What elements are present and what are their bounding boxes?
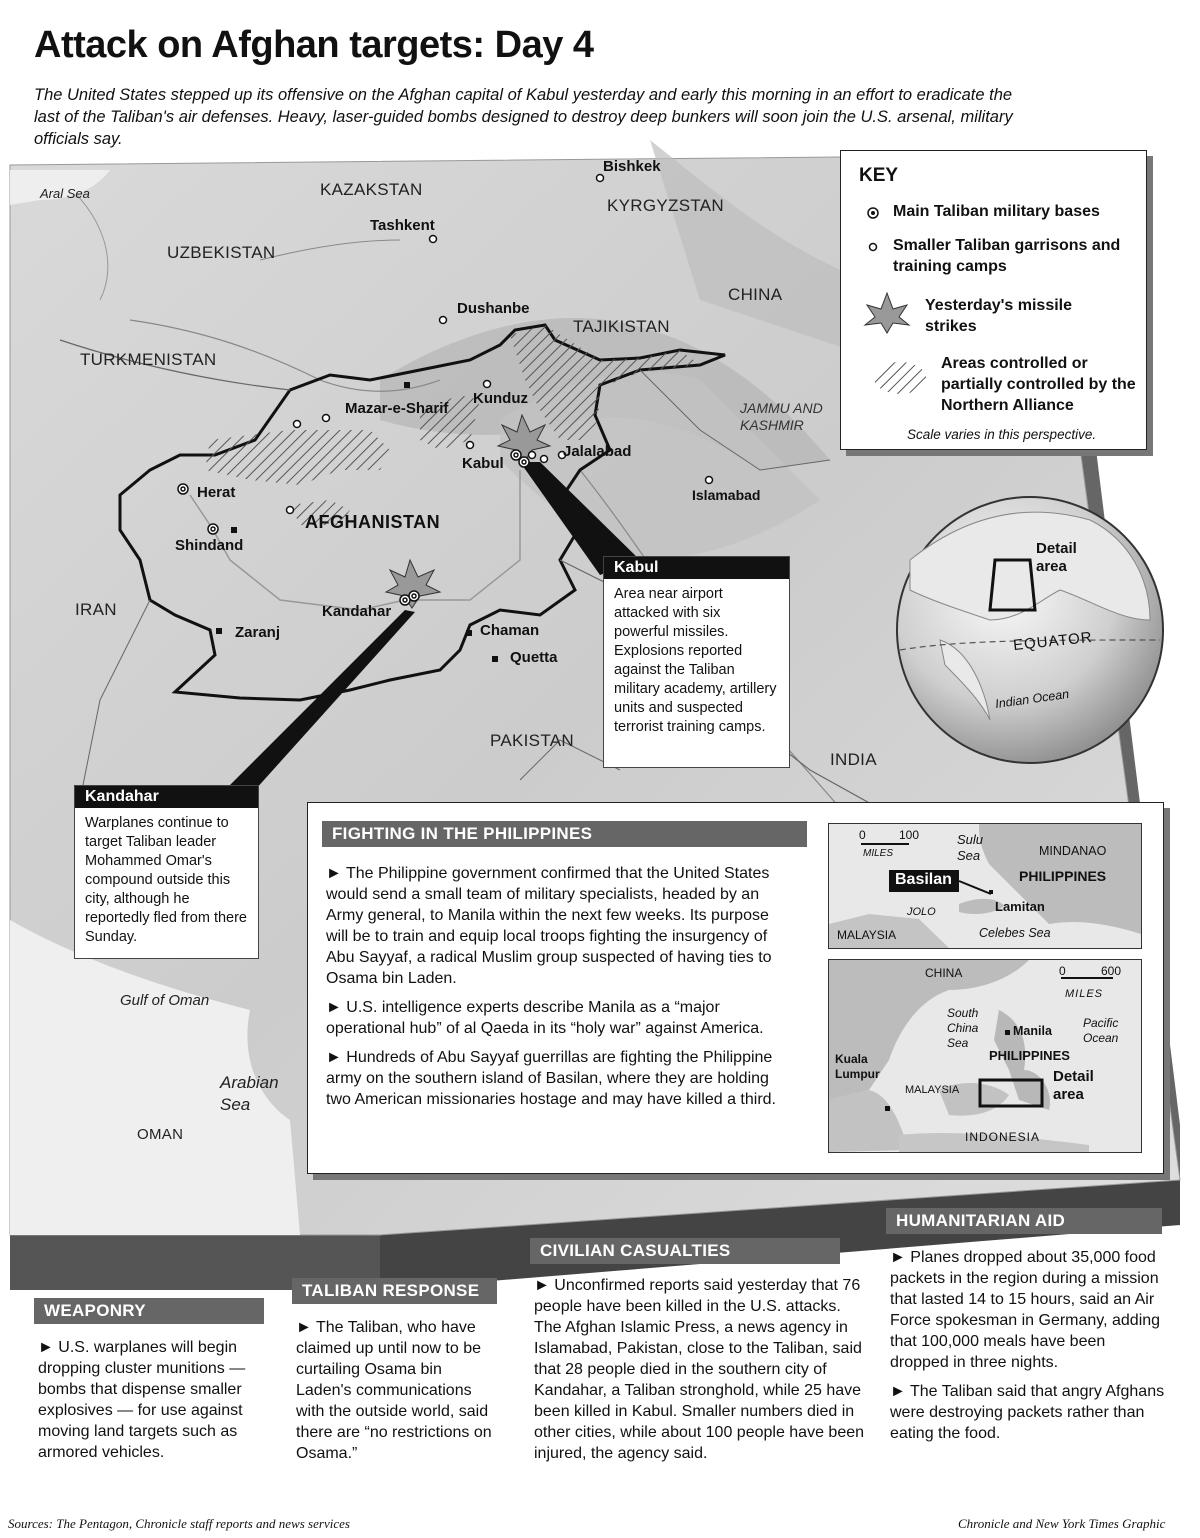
kabul-callout-body: Area near airport attacked with six powerful missiles. Explosions reported against the Taliban military academy, artillery units and suspected terrorist training camps.	[614, 586, 777, 735]
kabul-callout	[603, 556, 790, 768]
inset1-mindanao: MINDANAO	[1039, 844, 1107, 858]
label-china: CHINA	[728, 285, 783, 304]
region-inset-map	[828, 959, 1142, 1153]
basilan-inset-map	[828, 823, 1142, 949]
label-india: INDIA	[830, 750, 877, 769]
garrison-icon	[865, 239, 885, 259]
map-key	[840, 150, 1147, 450]
kandahar-callout-head: Kandahar	[75, 786, 258, 808]
base-icon	[865, 205, 885, 225]
inset2-manila: Manila	[1013, 1024, 1052, 1038]
inset2-scale-0: 0	[1059, 964, 1066, 978]
label-kyrgyzstan: KYRGYZSTAN	[607, 196, 724, 215]
label-gulf-of-oman: Gulf of Oman	[120, 992, 210, 1009]
key-note: Scale varies in this perspective.	[907, 427, 1097, 442]
inset2-scale-600: 600	[1101, 964, 1122, 978]
kandahar-callout	[74, 785, 259, 959]
label-uzbekistan: UZBEKISTAN	[167, 243, 276, 262]
label-herat: Herat	[197, 484, 236, 501]
label-tajikistan: TAJIKISTAN	[573, 317, 670, 336]
inset1-basilan: Basilan	[895, 871, 952, 888]
globe-ocean-label: Indian Ocean	[994, 686, 1070, 712]
label-kabul: Kabul	[462, 455, 504, 472]
inset1-scale-100: 100	[899, 828, 920, 842]
inset2-indonesia: INDONESIA	[965, 1130, 1041, 1144]
kabul-callout-head: Kabul	[604, 557, 789, 579]
key-title: KEY	[859, 165, 899, 186]
inset2-malaysia: MALAYSIA	[905, 1084, 960, 1096]
philippines-para-3: ► Hundreds of Abu Sayyaf guerrillas are fighting the Philippine army on the southern island of Basilan, where they are holding two American missionaries hostage and may have killed a third.	[326, 1049, 776, 1108]
label-jalalabad: Jalalabad	[563, 443, 632, 460]
inset2-china: CHINA	[925, 966, 963, 980]
label-kazakstan: KAZAKSTAN	[320, 180, 423, 199]
label-quetta: Quetta	[510, 649, 558, 666]
label-pakistan: PAKISTAN	[490, 731, 574, 750]
philippines-para-1: ► The Philippine government confirmed that the United States would send a small team of military specialists, headed by an Army general, to Manila within the next few weeks. Its purpose will be to train and equip local troops fighting the insurgency of Abu Sayyaf, a radical Muslim group suspected of having ties to Osama bin Laden.	[326, 865, 772, 987]
weaponry-heading: WEAPONRY	[34, 1298, 264, 1324]
key-strikes: Yesterday's missile strikes	[925, 297, 1073, 335]
label-turkmenistan: TURKMENISTAN	[80, 350, 217, 369]
label-oman: OMAN	[137, 1126, 184, 1143]
humanitarian-aid-text	[890, 1247, 1165, 1452]
label-bishkek: Bishkek	[603, 158, 661, 175]
humanitarian-aid-heading: HUMANITARIAN AID	[886, 1208, 1162, 1234]
inset1-malaysia: MALAYSIA	[837, 928, 897, 942]
label-tashkent: Tashkent	[370, 217, 435, 234]
key-areas: Areas controlled or partially controlled by the Northern Alliance	[941, 355, 1136, 414]
sources: Sources: The Pentagon, Chronicle staff reports and news services	[8, 1516, 350, 1531]
taliban-response-text: ► The Taliban, who have claimed up until now to be curtailing Osama bin Laden's communications with the outside world, said there are “no restrictions on Osama.”	[296, 1319, 492, 1462]
kandahar-callout-body: Warplanes continue to target Taliban leader Mohammed Omar's compound outside this city, although he reportedly fled from there Sunday.	[85, 815, 247, 945]
inset2-miles: MILES	[1065, 988, 1104, 1000]
inset1-lamitan: Lamitan	[995, 899, 1045, 914]
inset1-philippines: PHILIPPINES	[1019, 868, 1107, 884]
civilian-casualties-text: ► Unconfirmed reports said yesterday that 76 people have been killed in the U.S. attacks. The Afghan Islamic Press, a news agency in Islamabad, Pakistan, close to the Taliban, said that 28 people died in the southern city of Kandahar, a Taliban stronghold, while 25 have been killed in Kabul. Smaller numbers died in other cities, while about 100 people have been injured, the agency said.	[534, 1277, 865, 1462]
key-garrisons: Smaller Taliban garrisons and training camps	[893, 237, 1121, 275]
key-bases: Main Taliban military bases	[893, 203, 1100, 220]
intro-text: The United States stepped up its offensive on the Afghan capital of Kabul yesterday and early this morning in an effort to eradicate the last of the Taliban's air defenses. Heavy, laser-guided bombs designed to destroy deep bunkers will soon join the U.S. arsenal, military officials say.	[34, 86, 1013, 148]
inset2-kuala-lumpur: Kuala Lumpur	[835, 1052, 880, 1081]
inset2-philippines: PHILIPPINES	[989, 1048, 1070, 1063]
label-zaranj: Zaranj	[235, 624, 281, 641]
inset2-pacific-ocean: Pacific Ocean	[1083, 1016, 1119, 1045]
inset1-jolo: JOLO	[907, 906, 936, 918]
label-aral-sea: Aral Sea	[40, 186, 90, 201]
weaponry-text: ► U.S. warplanes will begin dropping cluster munitions — bombs that dispense smaller explosives — for use against moving land targets such as armored vehicles.	[38, 1339, 246, 1461]
philippines-heading: FIGHTING IN THE PHILIPPINES	[322, 821, 807, 847]
label-mazar-e-sharif: Mazar-e-Sharif	[345, 400, 449, 417]
label-kunduz: Kunduz	[473, 390, 528, 407]
label-kandahar: Kandahar	[322, 603, 392, 620]
humanitarian-para-1: ► Planes dropped about 35,000 food packets in the region during a mission that lasted 14 to 15 hours, said an Air Force spokesman in Germany, adding that 100,000 meals have been dropped in three nights.	[890, 1249, 1161, 1371]
inset2-detail-area: Detail area	[1053, 1068, 1094, 1103]
label-chaman: Chaman	[480, 622, 540, 639]
inset1-miles: MILES	[863, 848, 894, 859]
label-islamabad: Islamabad	[692, 487, 761, 503]
inset1-sulu-sea: Sulu Sea	[957, 832, 984, 863]
label-jammu-kashmir: JAMMU AND KASHMIR	[740, 400, 823, 433]
inset1-celebes-sea: Celebes Sea	[979, 926, 1051, 940]
label-dushanbe: Dushanbe	[457, 300, 530, 317]
page-title: Attack on Afghan targets: Day 4	[34, 24, 594, 66]
label-arabian-sea: Arabian Sea	[220, 1073, 279, 1114]
inset2-south-china-sea: South China Sea	[947, 1006, 979, 1050]
missile-strike-icon	[863, 291, 911, 335]
humanitarian-para-2: ► The Taliban said that angry Afghans were destroying packets rather than eating the food.	[890, 1383, 1165, 1442]
philippines-para-2: ► U.S. intelligence experts describe Manila as a “major operational hub” of al Qaeda in its “holy war” against America.	[326, 999, 764, 1037]
label-iran: IRAN	[75, 600, 117, 619]
graphic-credit: Chronicle and New York Times Graphic	[958, 1516, 1166, 1531]
label-afghanistan: AFGHANISTAN	[305, 512, 441, 532]
civilian-casualties-heading: CIVILIAN CASUALTIES	[530, 1238, 840, 1264]
taliban-response-heading: TALIBAN RESPONSE	[292, 1278, 497, 1304]
philippines-panel	[307, 802, 1164, 1174]
globe-detail-label: Detail area	[1036, 540, 1077, 575]
inset1-scale-0: 0	[859, 828, 866, 842]
hatch-area-icon	[873, 361, 927, 395]
philippines-text	[326, 863, 791, 1118]
label-shindand: Shindand	[175, 537, 244, 554]
globe-equator-label: EQUATOR	[1012, 628, 1094, 655]
